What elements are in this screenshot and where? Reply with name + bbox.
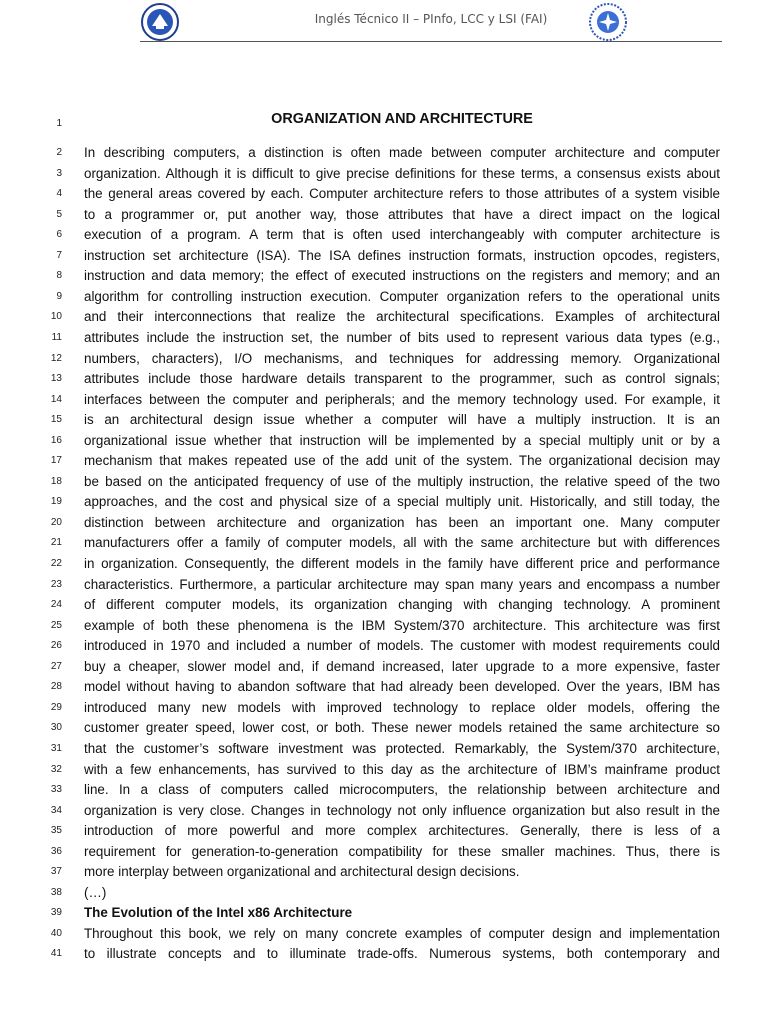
line-number: 20 [50, 516, 62, 528]
body-text-line: more interplay between organizational and architectural design decisions. [84, 864, 520, 880]
body-text-line: customer greater speed, lower cost, or both. These newer models retained the same architecture so [84, 720, 720, 736]
line-number: 26 [50, 640, 62, 652]
body-text-line: interfaces between the computer and peripherals; and the memory technology used. For example, it [84, 391, 720, 407]
body-text-line: line. In a class of computers called microcomputers, the relationship between architecture and [84, 782, 720, 798]
line-number: 28 [50, 681, 62, 693]
body-text-line: introduced in 1970 and included a number of models. The customer with modest requirements could [84, 638, 720, 654]
body-text-line: mechanism that makes repeated use of the add unit of the system. The organizational decision may [84, 453, 720, 469]
line-number: 4 [56, 188, 62, 200]
line-number: 9 [56, 290, 62, 302]
line-number: 22 [50, 558, 62, 569]
line-number: 7 [56, 249, 62, 261]
university-crest-left-icon [140, 2, 180, 42]
body-text-line: organization. Although it is difficult to give precise definitions for these terms, a consensus exists about [84, 165, 720, 181]
body-text-line: distinction between architecture and organization has been an important one. Many computer [84, 514, 720, 530]
body-text-line: and their interconnections that realize the architectural specifications. Examples of architectural [84, 309, 720, 325]
line-number: 18 [50, 475, 62, 487]
body-text-line: (…) [84, 884, 107, 900]
line-number: 12 [50, 352, 62, 364]
body-text-line: organizational issue whether that instruction will be implemented by a special multiply unit or by a [84, 432, 720, 448]
line-number: 38 [50, 886, 62, 898]
body-text-line: that the customer’s software investment was protected. Remarkably, the System/370 architecture, [84, 740, 720, 756]
line-number: 11 [51, 331, 62, 343]
line-number: 13 [50, 373, 62, 385]
body-text-line: in organization. Consequently, the different models in the family have different price and performance [84, 556, 720, 571]
document-title: ORGANIZATION AND ARCHITECTURE [271, 111, 533, 127]
line-number: 5 [56, 208, 62, 220]
line-number: 37 [50, 866, 62, 878]
body-text-line: model without having to abandon software that had already been developed. Over the years, IBM has [84, 679, 720, 695]
body-text-line: execution of a program. A term that is often used interchangeably with computer architecture is [84, 227, 720, 243]
line-number: 10 [50, 311, 62, 323]
line-number: 36 [50, 845, 62, 857]
body-text-line: approaches, and the cost and physical size of a special multiply unit. Historically, and still today, the [84, 494, 720, 510]
line-number: 29 [50, 701, 62, 713]
section-heading: The Evolution of the Intel x86 Architecture [84, 905, 353, 921]
body-text-line: numbers, characters), I/O mechanisms, and techniques for addressing memory. Organizational [84, 350, 720, 366]
body-text-line: to a programmer or, put another way, those attributes that have a direct impact on the logical [84, 206, 720, 222]
body-text-line: instruction and data memory; the effect of executed instructions on the registers and memory; and an [84, 268, 720, 284]
body-text-line: be based on the anticipated frequency of use of the multiply instruction, the relative speed of the two [84, 473, 720, 489]
line-number: 15 [50, 414, 62, 426]
body-text-line: attributes include the instruction set, the number of bits used to represent various data types (e.g., [84, 329, 720, 345]
line-number: 25 [50, 619, 62, 631]
line-number: 30 [50, 722, 62, 734]
body-text-line: attributes include those hardware details transparent to the programmer, such as control signals; [84, 371, 720, 387]
line-number: 35 [50, 825, 62, 837]
body-text-line: Throughout this book, we rely on many concrete examples of computer design and implementation [84, 925, 720, 941]
body-text-line: algorithm for controlling instruction execution. Computer organization refers to the operational units [84, 288, 720, 304]
line-number: 17 [50, 455, 62, 467]
line-number: 2 [56, 147, 62, 158]
body-text-line: manufacturers offer a family of computer models, all with the same architecture but with differences [84, 535, 720, 551]
body-text-line: introduction of more powerful and more complex architectures. Generally, there is less of a [84, 823, 720, 839]
line-number: 39 [50, 907, 62, 919]
body-text-line: organization is very close. Changes in technology not only influence organization but also result in the [84, 802, 720, 818]
page-header [140, 0, 722, 42]
body-text-line: In describing computers, a distinction is often made between computer architecture and computer [84, 145, 720, 160]
line-number: 34 [50, 804, 62, 816]
body-text-line: characteristics. Furthermore, a particular architecture may span many years and encompass a number [84, 576, 720, 592]
line-number: 32 [50, 763, 62, 775]
line-number: 41 [50, 948, 62, 960]
body-text-line: example of both these phenomena is the IBM System/370 architecture. This architecture was first [84, 617, 720, 633]
university-seal-right-icon [588, 2, 628, 42]
line-number: 27 [50, 660, 62, 672]
line-number: 19 [50, 496, 62, 508]
body-text-line: requirement for generation-to-generation compatibility for these smaller machines. Thus, there is [84, 843, 720, 859]
line-number: 21 [50, 537, 62, 549]
line-number: 16 [50, 434, 62, 446]
body-text-line: is an architectural design issue whether a computer will have a multiply instruction. It is an [84, 412, 720, 428]
body-text-line: the general areas covered by each. Computer architecture refers to those attributes of a system visible [84, 186, 720, 202]
line-number: 6 [56, 229, 62, 241]
line-number: 1 [56, 118, 62, 129]
line-number: 33 [50, 784, 62, 796]
line-number: 31 [50, 742, 62, 754]
body-text-line: instruction set architecture (ISA). The ISA defines instruction formats, instruction opcodes, registers, [84, 247, 720, 263]
line-number: 24 [50, 599, 62, 611]
line-number: 14 [50, 393, 62, 405]
line-number: 40 [50, 927, 62, 939]
body-text-line: of different computer models, its organization changing with changing technology. A prominent [84, 597, 720, 613]
line-number: 3 [56, 167, 62, 179]
header-title: Inglés Técnico II – PInfo, LCC y LSI (FAI) [314, 12, 548, 26]
body-text-line: buy a cheaper, slower model and, if demand increased, later upgrade to a more expensive, faster [84, 658, 720, 674]
body-text-line: with a few enhancements, has survived to this day as the architecture of IBM’s mainframe product [84, 761, 720, 777]
body-text-line: introduced many new models with improved technology to replace older models, offering the [84, 699, 720, 715]
line-number: 23 [50, 578, 62, 590]
line-number: 8 [56, 270, 62, 282]
body-text-line: to illustrate concepts and to illuminate trade-offs. Numerous systems, both contemporary and [84, 946, 720, 962]
